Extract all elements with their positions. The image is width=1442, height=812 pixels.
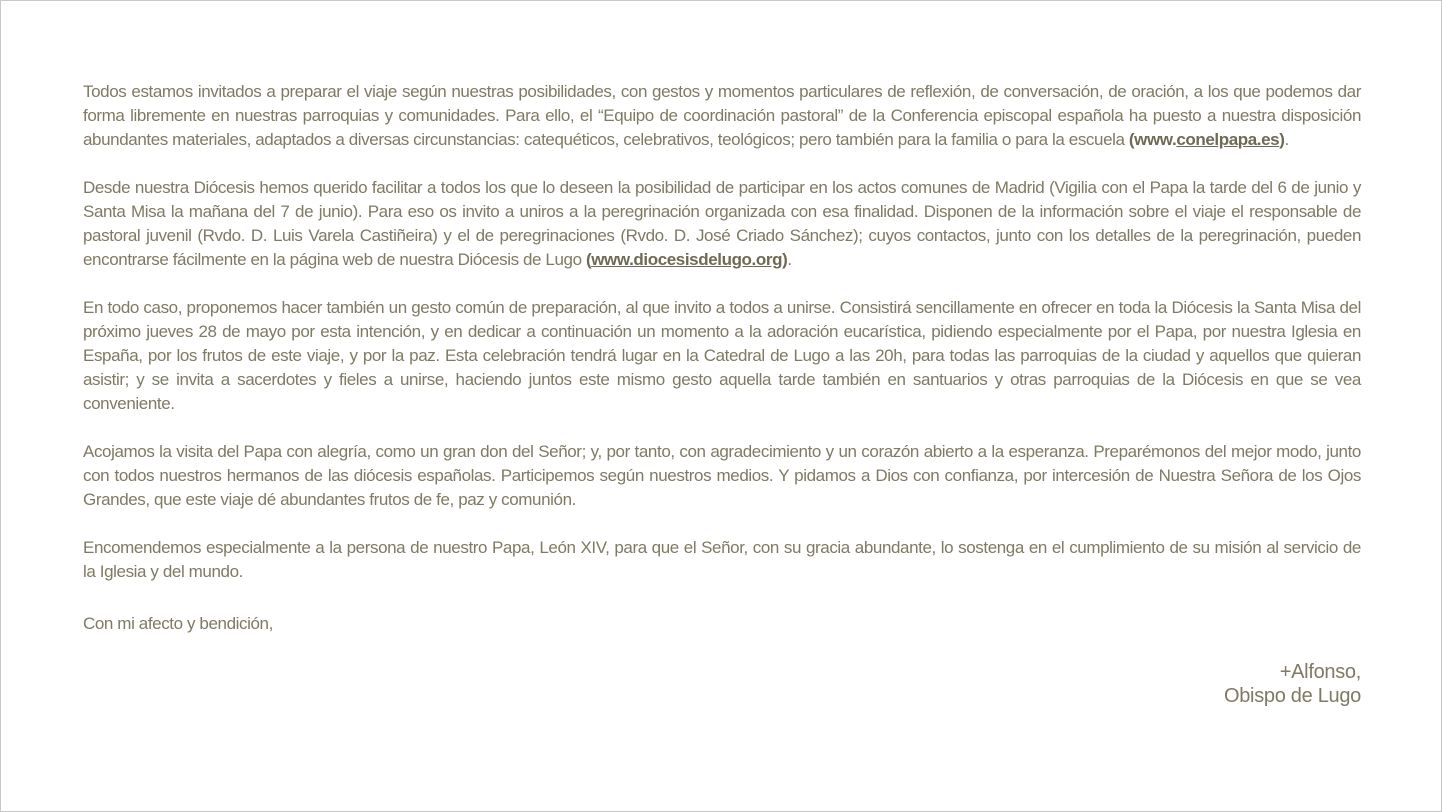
paragraph-materials: Todos estamos invitados a preparar el viaje según nuestras posibilidades, con gestos y momentos particulares de reflexión, de conversación, de oración, a los que podemos dar forma libremente en nuestras parroquias y comunidades. Para ello, el “Equipo de coordinación pastoral” de la Conferencia episcopal española ha puesto a nuestra disposición abundantes materiales, adaptados a diversas circunstancias: catequéticos, celebrativos, teológicos; pero también para la familia o para la escuela (www.conelpapa.es). — [83, 82, 1361, 149]
signature-name: +Alfonso, — [1279, 661, 1361, 683]
paragraph-common-gesture: En todo caso, proponemos hacer también un gesto común de preparación, al que invito a todos a unirse. Consistirá sencillamente en ofrecer en toda la Diócesis la Santa Misa del próximo jueves 28 de mayo por esta intención, y en dedicar a continuación un momento a la adoración eucarística, pidiendo especialmente por el Papa, por nuestra Iglesia en España, por los frutos de este viaje, y por la paz. Esta celebración tendrá lugar en la Catedral de Lugo a las 20h, para todas las parroquias de la ciudad y aquellos que quieran asistir; y se invita a sacerdotes y fieles a unirse, haciendo juntos este mismo gesto aquella tarde también en santuarios y otras parroquias de la Diócesis en que se vea conveniente. — [83, 298, 1361, 413]
signature-title: Obispo de Lugo — [1223, 685, 1361, 707]
paragraph-entrust-pope: Encomendemos especialmente a la persona de nuestro Papa, León XIV, para que el Señor, con su gracia abundante, lo sostenga en el cumplimiento de su misión al servicio de la Iglesia y del mundo. — [83, 538, 1361, 581]
signature-block — [83, 660, 1361, 708]
letter-body — [83, 80, 1361, 708]
paragraph-pilgrimage: Desde nuestra Diócesis hemos querido facilitar a todos los que lo deseen la posibilidad de participar en los actos comunes de Madrid (Vigilia con el Papa la tarde del 6 de junio y Santa Misa la mañana del 7 de junio). Para eso os invito a uniros a la peregrinación organizada con esa finalidad. Disponen de la información sobre el viaje el responsable de pastoral juvenil (Rvdo. D. Luis Varela Castiñeira) y el de peregrinaciones (Rvdo. D. José Criado Sánchez); cuyos contactos, junto con los detalles de la peregrinación, pueden encontrarse fácilmente en la página web de nuestra Diócesis de Lugo (www.diocesisdelugo.org). — [83, 178, 1361, 269]
closing-line: Con mi afecto y bendición, — [83, 614, 273, 633]
conelpapa-link[interactable]: (www.conelpapa.es) — [1128, 130, 1285, 149]
paragraph-materials-text: Todos estamos invitados a preparar el viaje según nuestras posibilidades, con gestos y momentos particulares de reflexión, de conversación, de oración, a los que podemos dar forma libremente en nuestras parroquias y comunidades. Para ello, el “Equipo de coordinación pastoral” de la Conferencia episcopal española ha puesto a nuestra disposición abundantes materiales, adaptados a diversas circunstancias: catequéticos, celebrativos, teológicos; pero también para la familia o para la escuela — [83, 82, 1361, 149]
paragraph-welcome-visit: Acojamos la visita del Papa con alegría, como un gran don del Señor; y, por tanto, con agradecimiento y un corazón abierto a la esperanza. Preparémonos del mejor modo, junto con todos nuestros hermanos de las diócesis españolas. Participemos según nuestros medios. Y pidamos a Dios con confianza, por intercesión de Nuestra Señora de los Ojos Grandes, que este viaje dé abundantes frutos de fe, paz y comunión. — [83, 442, 1361, 509]
paragraph-pilgrimage-text: Desde nuestra Diócesis hemos querido facilitar a todos los que lo deseen la posibilidad de participar en los actos comunes de Madrid (Vigilia con el Papa la tarde del 6 de junio y Santa Misa la mañana del 7 de junio). Para eso os invito a uniros a la peregrinación organizada con esa finalidad. Disponen de la información sobre el viaje el responsable de pastoral juvenil (Rvdo. D. Luis Varela Castiñeira) y el de peregrinaciones (Rvdo. D. José Criado Sánchez); cuyos contactos, junto con los detalles de la peregrinación, pueden encontrarse fácilmente en la página web de nuestra Diócesis de Lugo — [83, 178, 1361, 269]
diocesis-link[interactable]: (www.diocesisdelugo.org) — [585, 250, 788, 269]
